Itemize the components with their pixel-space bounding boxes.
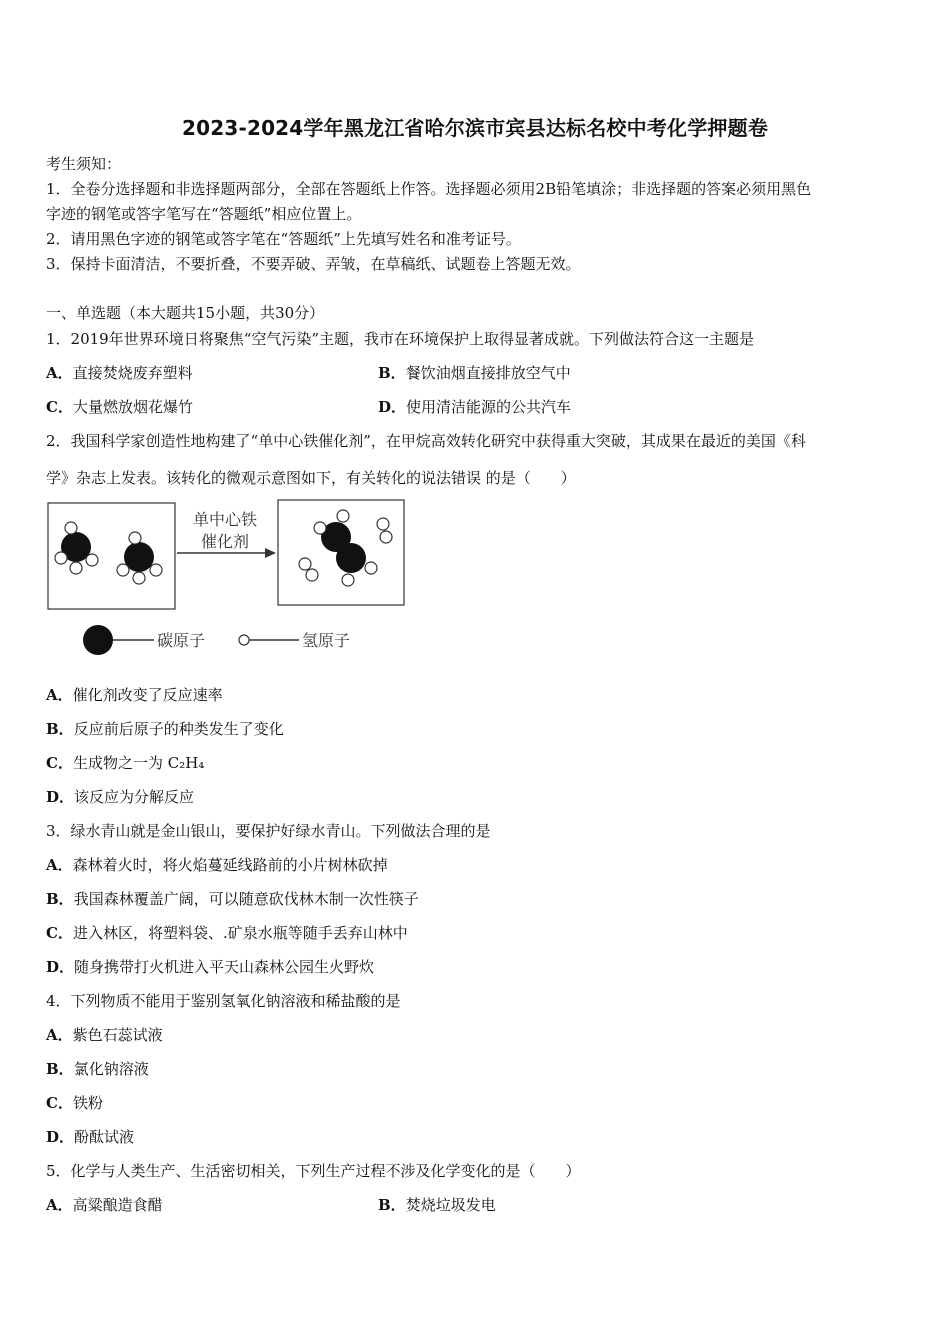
question-4-option-c: C．铁粉	[46, 1094, 103, 1112]
notice-heading: 考生须知：	[46, 155, 122, 173]
question-2-option-d: D．该反应为分解反应	[46, 788, 195, 806]
question-1-option-b: B．餐饮油烟直接排放空气中	[378, 364, 571, 382]
notice-item-3: 3．保持卡面清洁，不要折叠，不要弄破、弄皱，在草稿纸、试题卷上答题无效。	[46, 255, 581, 273]
hydrogen-molecule-2	[299, 558, 318, 581]
question-1-stem: 1．2019年世界环境日将聚焦“空气污染”主题，我市在环境保护上取得显著成就。下列做法符合这一主题是	[46, 330, 755, 348]
legend-hydrogen	[239, 631, 350, 650]
hydrogen-molecule-1	[377, 518, 392, 543]
question-5-stem: 5．化学与人类生产、生活密切相关，下列生产过程不涉及化学变化的是（ ）	[46, 1162, 581, 1180]
methane-molecule-1	[55, 522, 98, 574]
question-1-option-d: D．使用清洁能源的公共汽车	[378, 398, 572, 416]
arrow-label-line-2: 催化剂	[200, 532, 250, 551]
section-heading: 一、单选题（本大题共15小题，共30分）	[46, 304, 325, 322]
ethylene-molecule	[314, 510, 377, 586]
question-1-option-c: C．大量燃放烟花爆竹	[46, 398, 193, 416]
methane-molecule-2	[117, 532, 162, 584]
arrow-label-line-1: 单中心铁	[192, 510, 258, 529]
arrow-head	[265, 548, 276, 558]
question-4-stem: 4．下列物质不能用于鉴别氢氧化钠溶液和稀盐酸的是	[46, 992, 401, 1010]
question-2-stem-line-2: 学》杂志上发表。该转化的微观示意图如下，有关转化的说法错误 的是（ ）	[46, 469, 576, 487]
reaction-diagram	[44, 497, 416, 663]
question-4-option-b: B．氯化钠溶液	[46, 1060, 149, 1078]
question-4-option-d: D．酚酞试液	[46, 1128, 135, 1146]
notice-item-1-line-1: 1．全卷分选择题和非选择题两部分，全部在答题纸上作答。选择题必须用2B铅笔填涂；非选择题的答案必须用黑色	[46, 180, 812, 198]
question-3-option-a: A．森林着火时，将火焰蔓延线路前的小片树林砍掉	[46, 856, 388, 874]
question-5-option-b: B．焚烧垃圾发电	[378, 1196, 496, 1214]
legend-carbon	[83, 625, 205, 655]
legend-hydrogen-label: 氢原子	[302, 631, 351, 650]
page-title: 2023-2024学年黑龙江省哈尔滨市宾县达标名校中考化学押题卷	[181, 116, 769, 140]
question-4-option-a: A．紫色石蕊试液	[46, 1026, 163, 1044]
question-3-option-d: D．随身携带打火机进入平天山森林公园生火野炊	[46, 958, 375, 976]
legend-carbon-label: 碳原子	[157, 631, 206, 650]
question-2-option-b: B．反应前后原子的种类发生了变化	[46, 720, 284, 738]
notice-item-2: 2．请用黑色字迹的钢笔或答字笔在“答题纸”上先填写姓名和准考证号。	[46, 230, 521, 248]
notice-item-1-line-2: 字迹的钢笔或答字笔写在“答题纸”相应位置上。	[46, 205, 362, 223]
question-3-option-b: B．我国森林覆盖广阔，可以随意砍伐林木制一次性筷子	[46, 890, 419, 908]
question-2-option-c: C．生成物之一为 C₂H₄	[46, 754, 205, 772]
question-1-option-a: A．直接焚烧废弃塑料	[46, 364, 193, 382]
question-3-option-c: C．进入林区，将塑料袋、.矿泉水瓶等随手丢弃山林中	[46, 924, 408, 942]
question-2-option-a: A．催化剂改变了反应速率	[46, 686, 223, 704]
question-5-option-a: A．高粱酿造食醋	[46, 1196, 163, 1214]
question-2-stem-line-1: 2．我国科学家创造性地构建了“单中心铁催化剂”，在甲烷高效转化研究中获得重大突破，其成果在最近的美国《科	[46, 432, 806, 450]
question-3-stem: 3．绿水青山就是金山银山，要保护好绿水青山。下列做法合理的是	[46, 822, 491, 840]
